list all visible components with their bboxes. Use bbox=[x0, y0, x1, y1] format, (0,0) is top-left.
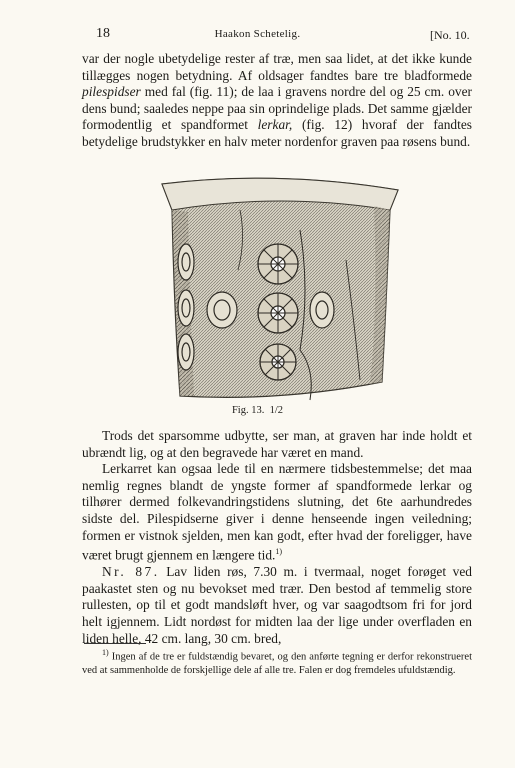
body-text-bottom bbox=[82, 428, 472, 647]
body-text-top bbox=[82, 51, 472, 151]
paragraph: Lerkarret kan ogsaa lede til en nærmere tidsbestemmelse; det maa nemlig regnes blandt de yngste former af spandformede lerkar og tilhører dermed folkevandringstidens slutning, det 6te aarhundredes sidste del. Pilespidserne giver i denne henseende ingen veiledning; formen er vistnok sjelden, men kan godt, efter hvad der foreligger, have været brugt gjennem en længere tid.$^{1)}$ bbox=[82, 461, 472, 563]
running-head: Haakon Schetelig. bbox=[214, 28, 301, 40]
paragraph: Nr. 87. Lav liden røs, 7.30 m. i tvermaal, noget forøget ved paakastet sten og nu bevokset med trær. Den bestod af temmelig store rullesten, op til et godt mandsløft hver, og var saagodtsom fri for jord helt igjennem. Lidt nordøst for midten laa der lige under overfladen en liden helle, 42 cm. lang, 30 cm. bred, bbox=[82, 564, 473, 646]
italic-term: pilespidser bbox=[82, 84, 141, 100]
footnote-divider bbox=[84, 643, 146, 644]
paragraph: Trods det sparsomme udbytte, ser man, at graven har inde holdt et ubrændt lig, og at den begravede har været en mand. bbox=[82, 428, 472, 460]
footnotes bbox=[82, 646, 472, 677]
footnote: $^{1)}$ Ingen af de tre er fuldstændig bevaret, og den anførte tegning er derfor rekonstrueret ved at sammenholde de forskjellige dele af alle tre. Falen er dog fremdeles ufuldstændig. bbox=[82, 648, 472, 676]
entry-label: Nr. 87. bbox=[102, 564, 160, 580]
paragraph: var der nogle ubetydelige rester af træ, men saa lidet, at det ikke kunde tillægges nogen betydning. Af oldsager fandtes bare tre bladformede pilespidser med fal (fig. 11); de laa i gravens nordre del og 25 cm. over dens bund; saaledes neppe paa sin oprindelige plads. Det samme gjælder formodentlig et spandformet lerkar, (fig. 12) hvoraf der fandtes betydelige brudstykker en halv meter nordenfor graven paa røsens bund. bbox=[82, 51, 473, 149]
figure-clay-vessel bbox=[150, 170, 408, 410]
italic-term: lerkar, bbox=[257, 117, 293, 133]
figure-caption: Fig. 13. 1/2 bbox=[231, 405, 284, 416]
page-number: 18 bbox=[96, 26, 110, 41]
footnote-marker: 1) bbox=[275, 547, 283, 557]
issue-number: [No. 10. bbox=[430, 28, 470, 42]
